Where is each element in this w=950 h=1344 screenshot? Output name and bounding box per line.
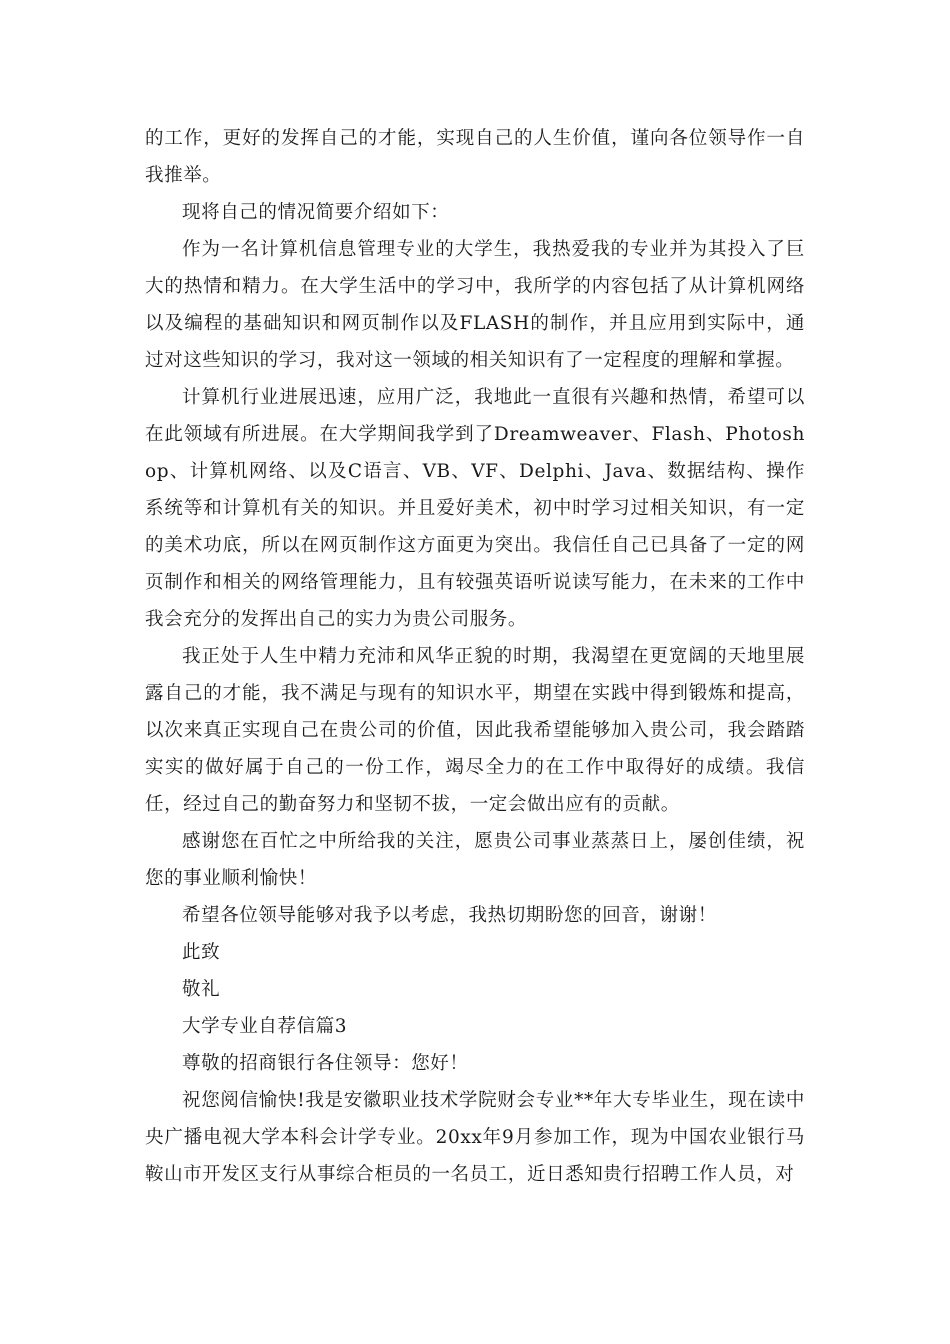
paragraph-self-intro: 祝您阅信愉快!我是安徽职业技术学院财会专业**年大专毕业生，现在读中央广播电视大学本科会计学专业。20xx年9月参加工作，现为中国农业银行马鞍山市开发区支行从事综合柜员的一名员工，近日悉知贵行招聘工作人员，对: [145, 1090, 805, 1185]
paragraph-aspiration: 我正处于人生中精力充沛和风华正貌的时期，我渴望在更宽阔的天地里展露自己的才能，我不满足与现有的知识水平，期望在实践中得到锻炼和提高，以次来真正实现自己在贵公司的价值，因此我希望能够加入贵公司，我会踏踏实实的做好属于自己的一份工作，竭尽全力的在工作中取得好的成绩。我信任，经过自己的勤奋努力和坚韧不拔，一定会做出应有的贡献。: [145, 646, 805, 815]
letter-greeting: 尊敬的招商银行各住领导：您好！: [182, 1053, 469, 1074]
paragraph-hope: 希望各位领导能够对我予以考虑，我热切期盼您的回音，谢谢！: [182, 905, 717, 926]
salutation-jingli: 敬礼: [182, 979, 221, 1000]
document-body: [145, 120, 805, 1193]
paragraph-continuation: 的工作，更好的发挥自己的才能，实现自己的人生价值，谨向各位领导作一自我推举。: [145, 128, 805, 186]
salutation-cizhi: 此致: [182, 942, 221, 963]
paragraph-thanks: 感谢您在百忙之中所给我的关注，愿贵公司事业蒸蒸日上，屡创佳绩，祝您的事业顺利愉快！: [145, 831, 805, 889]
paragraph-major: 作为一名计算机信息管理专业的大学生，我热爱我的专业并为其投入了巨大的热情和精力。在大学生活中的学习中，我所学的内容包括了从计算机网络以及编程的基础知识和网页制作以及FLASH的制作，并且应用到实际中，通过对这些知识的学习，我对这一领域的相关知识有了一定程度的理解和掌握。: [145, 239, 805, 371]
paragraph-intro: 现将自己的情况简要介绍如下：: [182, 202, 450, 223]
section-heading: 大学专业自荐信篇3: [182, 1016, 348, 1037]
paragraph-skills: 计算机行业进展迅速，应用广泛，我地此一直很有兴趣和热情，希望可以在此领域有所进展。在大学期间我学到了Dreamweaver、Flash、Photoshop、计算机网络、以及C语言、VB、VF、Delphi、Java、数据结构、操作系统等和计算机有关的知识。并且爱好美术，初中时学习过相关知识，有一定的美术功底，所以在网页制作这方面更为突出。我信任自己已具备了一定的网页制作和相关的网络管理能力，且有较强英语听说读写能力，在未来的工作中我会充分的发挥出自己的实力为贵公司服务。: [145, 387, 805, 630]
